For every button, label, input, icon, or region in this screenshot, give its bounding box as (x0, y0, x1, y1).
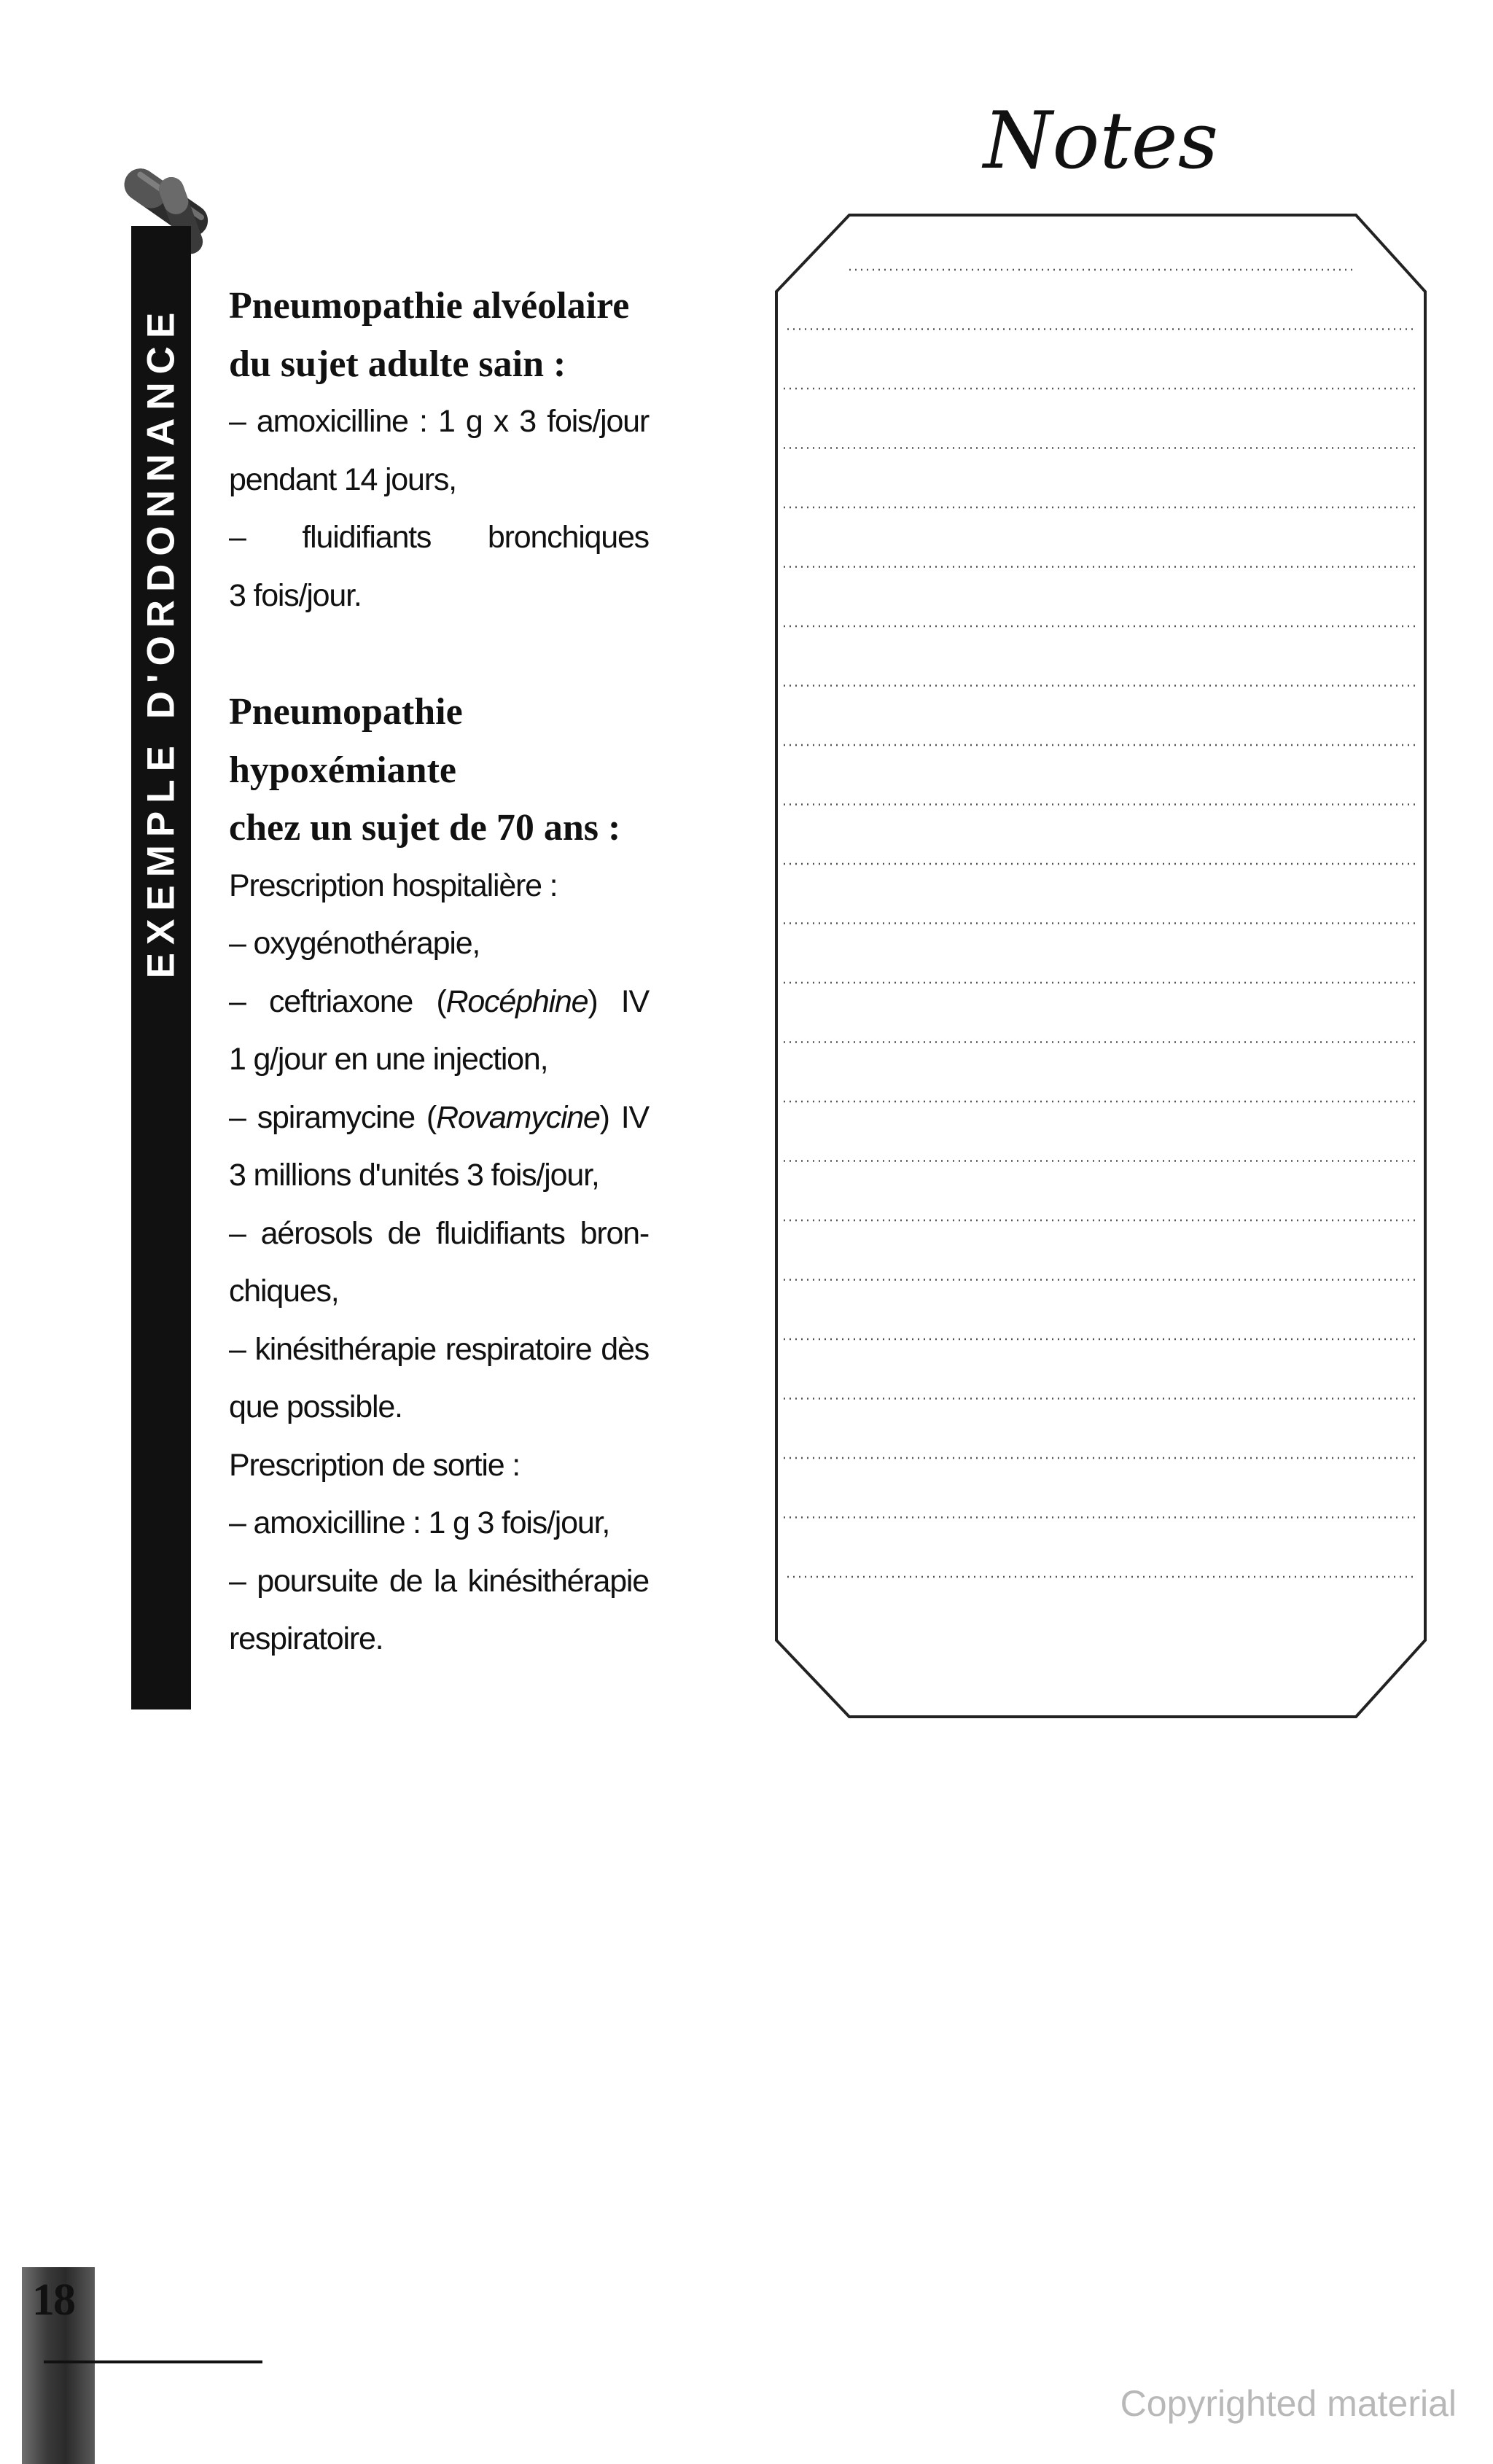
section-2-line: – poursuite de la kinésithérapie (229, 1563, 649, 1599)
section-2-line: – ceftriaxone (Rocéphine) IV (229, 983, 649, 1019)
section-2-line: – kinésithérapie respiratoire dès (229, 1331, 649, 1367)
section-2-heading-line-3: chez un sujet de 70 ans : (229, 807, 621, 849)
section-2-line: respiratoire. (229, 1621, 383, 1656)
notes-title: Notes (983, 95, 1219, 187)
section-2-line: Prescription hospitalière : (229, 868, 558, 903)
section-2-line: chiques, (229, 1274, 339, 1309)
section-1-line: 3 fois/jour. (229, 577, 362, 613)
section-2-line: 1 g/jour en une injection, (229, 1042, 548, 1077)
section-2-line: 3 millions d'unités 3 fois/jour, (229, 1158, 599, 1193)
page-number: 18 (32, 2275, 74, 2325)
section-2-line: – amoxicilline : 1 g 3 fois/jour, (229, 1505, 610, 1540)
footer-rule (44, 2360, 262, 2363)
copyright-watermark: Copyrighted material (1120, 2383, 1457, 2424)
section-2-line: – aérosols de fluidifiants bron- (229, 1215, 649, 1251)
prescription-content (229, 277, 649, 1669)
section-2-heading-line-1: Pneumopathie (229, 691, 463, 733)
side-band-label: EXEMPLE D'ORDONNANCE (139, 304, 183, 979)
section-2-heading-line-2: hypoxémiante (229, 749, 456, 791)
section-2-line: que possible. (229, 1389, 402, 1424)
section-2-line: – oxygénothérapie, (229, 926, 480, 961)
section-2-line: – spiramycine (Rovamycine) IV (229, 1099, 650, 1135)
section-1-heading-line-2: du sujet adulte sain : (229, 343, 566, 385)
notes-box (765, 208, 1436, 1724)
section-2-line: Prescription de sortie : (229, 1447, 520, 1483)
section-1-heading-line-1: Pneumopathie alvéolaire (229, 285, 630, 327)
section-1-line: – fluidifiants bronchiques (229, 520, 649, 555)
section-1-line: – amoxicilline : 1 g x 3 fois/jour (229, 404, 649, 439)
section-1-line: pendant 14 jours, (229, 461, 456, 497)
